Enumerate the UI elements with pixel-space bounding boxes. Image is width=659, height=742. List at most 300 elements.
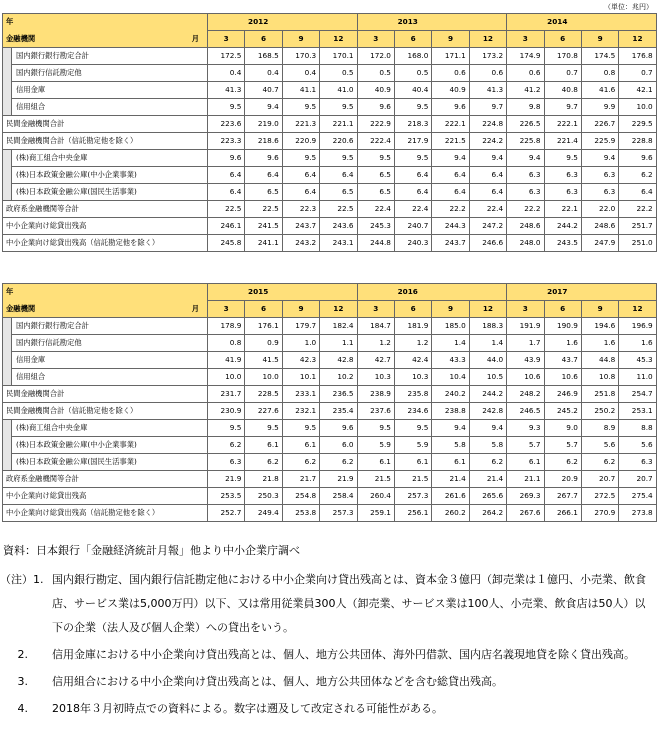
value-cell: 22.5: [320, 201, 357, 218]
value-cell: 22.4: [357, 201, 394, 218]
month-header: 6: [544, 301, 581, 318]
value-cell: 6.1: [394, 454, 431, 471]
month-header: 6: [394, 301, 431, 318]
loan-table-2012-2014: [2, 13, 657, 252]
value-cell: 246.5: [507, 403, 544, 420]
value-cell: 41.3: [208, 82, 245, 99]
table-row: [3, 167, 657, 184]
table-row: [3, 335, 657, 352]
value-cell: 0.7: [544, 65, 581, 82]
value-cell: 5.7: [544, 437, 581, 454]
table-row: [3, 82, 657, 99]
value-cell: 1.1: [320, 335, 357, 352]
value-cell: 10.3: [394, 369, 431, 386]
year-header: 2012: [208, 14, 358, 31]
value-cell: 42.3: [282, 352, 319, 369]
note-item: [0, 643, 652, 667]
table-row: [3, 133, 657, 150]
month-header: 12: [469, 301, 506, 318]
value-cell: 221.4: [544, 133, 581, 150]
value-cell: 250.2: [581, 403, 618, 420]
year-header: 2014: [507, 14, 657, 31]
value-cell: 226.5: [507, 116, 544, 133]
value-cell: 227.6: [245, 403, 282, 420]
value-cell: 6.2: [581, 454, 618, 471]
value-cell: 0.7: [619, 65, 656, 82]
table-row: [3, 420, 657, 437]
month-header: 3: [357, 31, 394, 48]
value-cell: 6.4: [320, 167, 357, 184]
value-cell: 10.5: [469, 369, 506, 386]
row-label: 民間金融機関合計: [3, 116, 208, 133]
value-cell: 0.5: [394, 65, 431, 82]
value-cell: 176.8: [619, 48, 656, 65]
value-cell: 248.0: [507, 235, 544, 252]
value-cell: 245.8: [208, 235, 245, 252]
value-cell: 264.2: [469, 505, 506, 522]
value-cell: 6.4: [282, 184, 319, 201]
table-row: [3, 352, 657, 369]
month-header: 12: [619, 301, 656, 318]
header-corner-cell: [3, 284, 208, 318]
value-cell: 223.6: [208, 116, 245, 133]
value-cell: 249.4: [245, 505, 282, 522]
value-cell: 172.0: [357, 48, 394, 65]
row-label: 民間金融機関合計: [3, 386, 208, 403]
row-label: 政府系金融機関等合計: [3, 201, 208, 218]
value-cell: 257.3: [394, 488, 431, 505]
value-cell: 41.0: [320, 82, 357, 99]
value-cell: 22.4: [394, 201, 431, 218]
value-cell: 22.2: [432, 201, 469, 218]
value-cell: 236.5: [320, 386, 357, 403]
value-cell: 6.4: [282, 167, 319, 184]
value-cell: 0.6: [432, 65, 469, 82]
month-header: 9: [581, 301, 618, 318]
value-cell: 9.5: [394, 420, 431, 437]
value-cell: 1.6: [544, 335, 581, 352]
value-cell: 5.9: [394, 437, 431, 454]
value-cell: 5.6: [581, 437, 618, 454]
indent-cell: [3, 48, 12, 65]
value-cell: 241.1: [245, 235, 282, 252]
value-cell: 252.7: [208, 505, 245, 522]
table-row: [3, 99, 657, 116]
value-cell: 9.4: [245, 99, 282, 116]
value-cell: 234.6: [394, 403, 431, 420]
value-cell: 251.8: [581, 386, 618, 403]
value-cell: 6.3: [507, 184, 544, 201]
value-cell: 0.4: [282, 65, 319, 82]
value-cell: 220.6: [320, 133, 357, 150]
value-cell: 21.5: [394, 471, 431, 488]
row-label: 中小企業向け総貸出残高（信託勘定他を除く）: [3, 235, 208, 252]
value-cell: 220.9: [282, 133, 319, 150]
value-cell: 42.7: [357, 352, 394, 369]
table-row: [3, 488, 657, 505]
value-cell: 181.9: [394, 318, 431, 335]
value-cell: 9.5: [208, 420, 245, 437]
value-cell: 9.5: [320, 150, 357, 167]
value-cell: 45.3: [619, 352, 656, 369]
value-cell: 6.2: [282, 454, 319, 471]
value-cell: 223.3: [208, 133, 245, 150]
value-cell: 229.5: [619, 116, 656, 133]
value-cell: 9.6: [245, 150, 282, 167]
year-header: 2013: [357, 14, 507, 31]
value-cell: 21.1: [507, 471, 544, 488]
value-cell: 6.1: [282, 437, 319, 454]
value-cell: 22.0: [581, 201, 618, 218]
value-cell: 20.7: [581, 471, 618, 488]
month-header: 12: [320, 301, 357, 318]
month-header: 12: [320, 31, 357, 48]
value-cell: 225.9: [581, 133, 618, 150]
value-cell: 5.7: [507, 437, 544, 454]
indent-cell: [3, 167, 12, 184]
value-cell: 6.3: [507, 167, 544, 184]
row-label: 国内銀行銀行勘定合計: [12, 318, 208, 335]
value-cell: 178.9: [208, 318, 245, 335]
value-cell: 217.9: [394, 133, 431, 150]
value-cell: 10.3: [357, 369, 394, 386]
value-cell: 174.5: [581, 48, 618, 65]
value-cell: 244.8: [357, 235, 394, 252]
value-cell: 9.5: [357, 150, 394, 167]
note-number: 4.: [0, 702, 28, 715]
value-cell: 247.9: [581, 235, 618, 252]
value-cell: 10.8: [581, 369, 618, 386]
row-label: (株)日本政策金融公庫(国民生活事業): [12, 184, 208, 201]
value-cell: 9.0: [544, 420, 581, 437]
value-cell: 44.8: [581, 352, 618, 369]
value-cell: 40.4: [394, 82, 431, 99]
value-cell: 258.4: [320, 488, 357, 505]
table-row: [3, 201, 657, 218]
value-cell: 41.9: [208, 352, 245, 369]
indent-cell: [3, 352, 12, 369]
value-cell: 1.2: [357, 335, 394, 352]
table-row: [3, 454, 657, 471]
month-header: 12: [469, 31, 506, 48]
value-cell: 8.9: [581, 420, 618, 437]
table-row: [3, 48, 657, 65]
month-axis-label: 月: [191, 304, 199, 313]
value-cell: 243.2: [282, 235, 319, 252]
month-header: 9: [432, 31, 469, 48]
year-header: 2016: [357, 284, 507, 301]
value-cell: 270.9: [581, 505, 618, 522]
value-cell: 10.0: [619, 99, 656, 116]
value-cell: 9.5: [394, 150, 431, 167]
value-cell: 243.6: [320, 218, 357, 235]
value-cell: 9.4: [507, 150, 544, 167]
value-cell: 6.4: [432, 184, 469, 201]
table-row: [3, 218, 657, 235]
value-cell: 9.4: [581, 150, 618, 167]
value-cell: 6.2: [619, 167, 656, 184]
value-cell: 9.4: [432, 150, 469, 167]
institution-axis-label: 金融機関: [6, 34, 36, 43]
value-cell: 222.1: [432, 116, 469, 133]
value-cell: 9.6: [320, 420, 357, 437]
value-cell: 231.7: [208, 386, 245, 403]
value-cell: 5.8: [432, 437, 469, 454]
value-cell: 241.5: [245, 218, 282, 235]
value-cell: 260.2: [432, 505, 469, 522]
value-cell: 0.8: [208, 335, 245, 352]
value-cell: 247.2: [469, 218, 506, 235]
value-cell: 9.4: [469, 150, 506, 167]
value-cell: 10.6: [507, 369, 544, 386]
note-text: 国内銀行勘定、国内銀行信託勘定他における中小企業向け貸出残高とは、資本金３億円（卸売業は１億円、小売業、飲食店、サービス業は5,000万円）以下、又は常用従業員300人（卸売業、サービス業は100人、小売業、飲食店は50人）以下の企業（法人及び個人企業）への貸出をいう。: [52, 573, 646, 634]
month-header: 3: [208, 301, 245, 318]
value-cell: 275.4: [619, 488, 656, 505]
value-cell: 40.7: [245, 82, 282, 99]
value-cell: 6.5: [245, 184, 282, 201]
value-cell: 21.4: [432, 471, 469, 488]
value-cell: 6.3: [581, 167, 618, 184]
notes: [0, 568, 652, 724]
value-cell: 176.1: [245, 318, 282, 335]
value-cell: 9.6: [208, 150, 245, 167]
value-cell: 6.3: [208, 454, 245, 471]
value-cell: 22.5: [208, 201, 245, 218]
value-cell: 225.8: [507, 133, 544, 150]
value-cell: 0.9: [245, 335, 282, 352]
value-cell: 6.4: [432, 167, 469, 184]
value-cell: 168.5: [245, 48, 282, 65]
row-label: (株)日本政策金融公庫(国民生活事業): [12, 454, 208, 471]
value-cell: 22.4: [469, 201, 506, 218]
value-cell: 9.6: [432, 99, 469, 116]
value-cell: 254.8: [282, 488, 319, 505]
value-cell: 222.9: [357, 116, 394, 133]
value-cell: 196.9: [619, 318, 656, 335]
row-label: 中小企業向け総貸出残高: [3, 218, 208, 235]
value-cell: 233.1: [282, 386, 319, 403]
value-cell: 9.5: [544, 150, 581, 167]
value-cell: 244.2: [544, 218, 581, 235]
table-row: [3, 235, 657, 252]
table-row: [3, 318, 657, 335]
table-row: [3, 150, 657, 167]
value-cell: 10.1: [282, 369, 319, 386]
row-label: 国内銀行銀行勘定合計: [12, 48, 208, 65]
value-cell: 1.0: [282, 335, 319, 352]
year-header-row: [3, 14, 657, 31]
value-cell: 9.5: [282, 150, 319, 167]
value-cell: 6.1: [432, 454, 469, 471]
value-cell: 250.3: [245, 488, 282, 505]
value-cell: 235.4: [320, 403, 357, 420]
value-cell: 184.7: [357, 318, 394, 335]
value-cell: 22.5: [245, 201, 282, 218]
value-cell: 248.6: [507, 218, 544, 235]
month-header: 3: [357, 301, 394, 318]
year-header: 2015: [208, 284, 358, 301]
value-cell: 174.9: [507, 48, 544, 65]
value-cell: 0.4: [245, 65, 282, 82]
indent-cell: [3, 335, 12, 352]
value-cell: 254.7: [619, 386, 656, 403]
month-header: 9: [432, 301, 469, 318]
value-cell: 6.4: [208, 167, 245, 184]
value-cell: 6.2: [469, 454, 506, 471]
header-corner-cell: [3, 14, 208, 48]
value-cell: 1.2: [394, 335, 431, 352]
indent-cell: [3, 369, 12, 386]
value-cell: 0.5: [357, 65, 394, 82]
row-label: 中小企業向け総貸出残高（信託勘定他を除く）: [3, 505, 208, 522]
value-cell: 243.5: [544, 235, 581, 252]
value-cell: 5.8: [469, 437, 506, 454]
value-cell: 6.4: [394, 167, 431, 184]
table-row: [3, 65, 657, 82]
value-cell: 171.1: [432, 48, 469, 65]
value-cell: 253.8: [282, 505, 319, 522]
value-cell: 222.4: [357, 133, 394, 150]
value-cell: 6.1: [357, 454, 394, 471]
value-cell: 173.2: [469, 48, 506, 65]
indent-cell: [3, 65, 12, 82]
note-item: [0, 568, 652, 640]
year-axis-label: 年: [6, 287, 14, 296]
value-cell: 182.4: [320, 318, 357, 335]
year-header-row: [3, 284, 657, 301]
value-cell: 244.3: [432, 218, 469, 235]
value-cell: 265.6: [469, 488, 506, 505]
value-cell: 44.0: [469, 352, 506, 369]
row-label: (株)日本政策金融公庫(中小企業事業): [12, 437, 208, 454]
value-cell: 253.5: [208, 488, 245, 505]
value-cell: 6.2: [544, 454, 581, 471]
value-cell: 42.1: [619, 82, 656, 99]
month-header: 6: [544, 31, 581, 48]
table-row: [3, 184, 657, 201]
month-header: 3: [507, 31, 544, 48]
value-cell: 246.6: [469, 235, 506, 252]
value-cell: 9.6: [619, 150, 656, 167]
value-cell: 257.3: [320, 505, 357, 522]
row-label: 国内銀行信託勘定他: [12, 65, 208, 82]
indent-cell: [3, 150, 12, 167]
value-cell: 185.0: [432, 318, 469, 335]
value-cell: 5.9: [357, 437, 394, 454]
table-row: [3, 116, 657, 133]
value-cell: 221.1: [320, 116, 357, 133]
value-cell: 251.0: [619, 235, 656, 252]
value-cell: 21.5: [357, 471, 394, 488]
value-cell: 170.8: [544, 48, 581, 65]
value-cell: 244.2: [469, 386, 506, 403]
indent-cell: [3, 99, 12, 116]
note-text: 信用金庫における中小企業向け貸出残高とは、個人、地方公共団体、海外円借款、国内店名義現地貸を除く貸出残高。: [52, 648, 635, 661]
value-cell: 9.5: [282, 99, 319, 116]
value-cell: 256.1: [394, 505, 431, 522]
institution-axis-label: 金融機関: [6, 304, 36, 313]
value-cell: 5.6: [619, 437, 656, 454]
indent-cell: [3, 318, 12, 335]
value-cell: 6.5: [357, 184, 394, 201]
month-header: 9: [282, 301, 319, 318]
value-cell: 228.5: [245, 386, 282, 403]
value-cell: 168.0: [394, 48, 431, 65]
month-header: 9: [581, 31, 618, 48]
value-cell: 240.3: [394, 235, 431, 252]
note-number: （注）1.: [0, 573, 44, 586]
value-cell: 273.8: [619, 505, 656, 522]
value-cell: 248.6: [581, 218, 618, 235]
year-header: 2017: [507, 284, 657, 301]
value-cell: 240.2: [432, 386, 469, 403]
note-number: 2.: [0, 648, 28, 661]
value-cell: 246.1: [208, 218, 245, 235]
value-cell: 9.5: [208, 99, 245, 116]
month-header: 3: [208, 31, 245, 48]
month-header: 6: [245, 31, 282, 48]
value-cell: 9.4: [469, 420, 506, 437]
value-cell: 9.6: [357, 99, 394, 116]
value-cell: 190.9: [544, 318, 581, 335]
row-label: 信用金庫: [12, 352, 208, 369]
indent-cell: [3, 184, 12, 201]
row-label: (株)日本政策金融公庫(中小企業事業): [12, 167, 208, 184]
value-cell: 253.1: [619, 403, 656, 420]
value-cell: 6.5: [357, 167, 394, 184]
value-cell: 6.4: [394, 184, 431, 201]
value-cell: 6.4: [469, 167, 506, 184]
indent-cell: [3, 437, 12, 454]
value-cell: 9.7: [469, 99, 506, 116]
value-cell: 267.6: [507, 505, 544, 522]
value-cell: 43.9: [507, 352, 544, 369]
value-cell: 0.6: [507, 65, 544, 82]
indent-cell: [3, 420, 12, 437]
value-cell: 21.4: [469, 471, 506, 488]
value-cell: 42.8: [320, 352, 357, 369]
value-cell: 6.3: [619, 454, 656, 471]
value-cell: 219.0: [245, 116, 282, 133]
month-axis-label: 月: [191, 34, 199, 43]
value-cell: 228.8: [619, 133, 656, 150]
value-cell: 21.9: [320, 471, 357, 488]
value-cell: 20.7: [619, 471, 656, 488]
row-label: 民間金融機関合計（信託勘定他を除く）: [3, 133, 208, 150]
value-cell: 6.4: [208, 184, 245, 201]
value-cell: 41.6: [581, 82, 618, 99]
value-cell: 9.9: [581, 99, 618, 116]
value-cell: 222.1: [544, 116, 581, 133]
value-cell: 41.1: [282, 82, 319, 99]
note-text: 信用組合における中小企業向け貸出残高とは、個人、地方公共団体などを含む総貸出残高。: [52, 675, 503, 688]
value-cell: 10.4: [432, 369, 469, 386]
value-cell: 10.0: [245, 369, 282, 386]
value-cell: 41.3: [469, 82, 506, 99]
value-cell: 6.2: [245, 454, 282, 471]
value-cell: 21.9: [208, 471, 245, 488]
value-cell: 9.8: [507, 99, 544, 116]
value-cell: 224.2: [469, 133, 506, 150]
value-cell: 243.7: [432, 235, 469, 252]
indent-cell: [3, 82, 12, 99]
value-cell: 10.2: [320, 369, 357, 386]
value-cell: 6.1: [507, 454, 544, 471]
value-cell: 22.2: [507, 201, 544, 218]
value-cell: 6.2: [320, 454, 357, 471]
year-axis-label: 年: [6, 17, 14, 26]
table-row: [3, 369, 657, 386]
